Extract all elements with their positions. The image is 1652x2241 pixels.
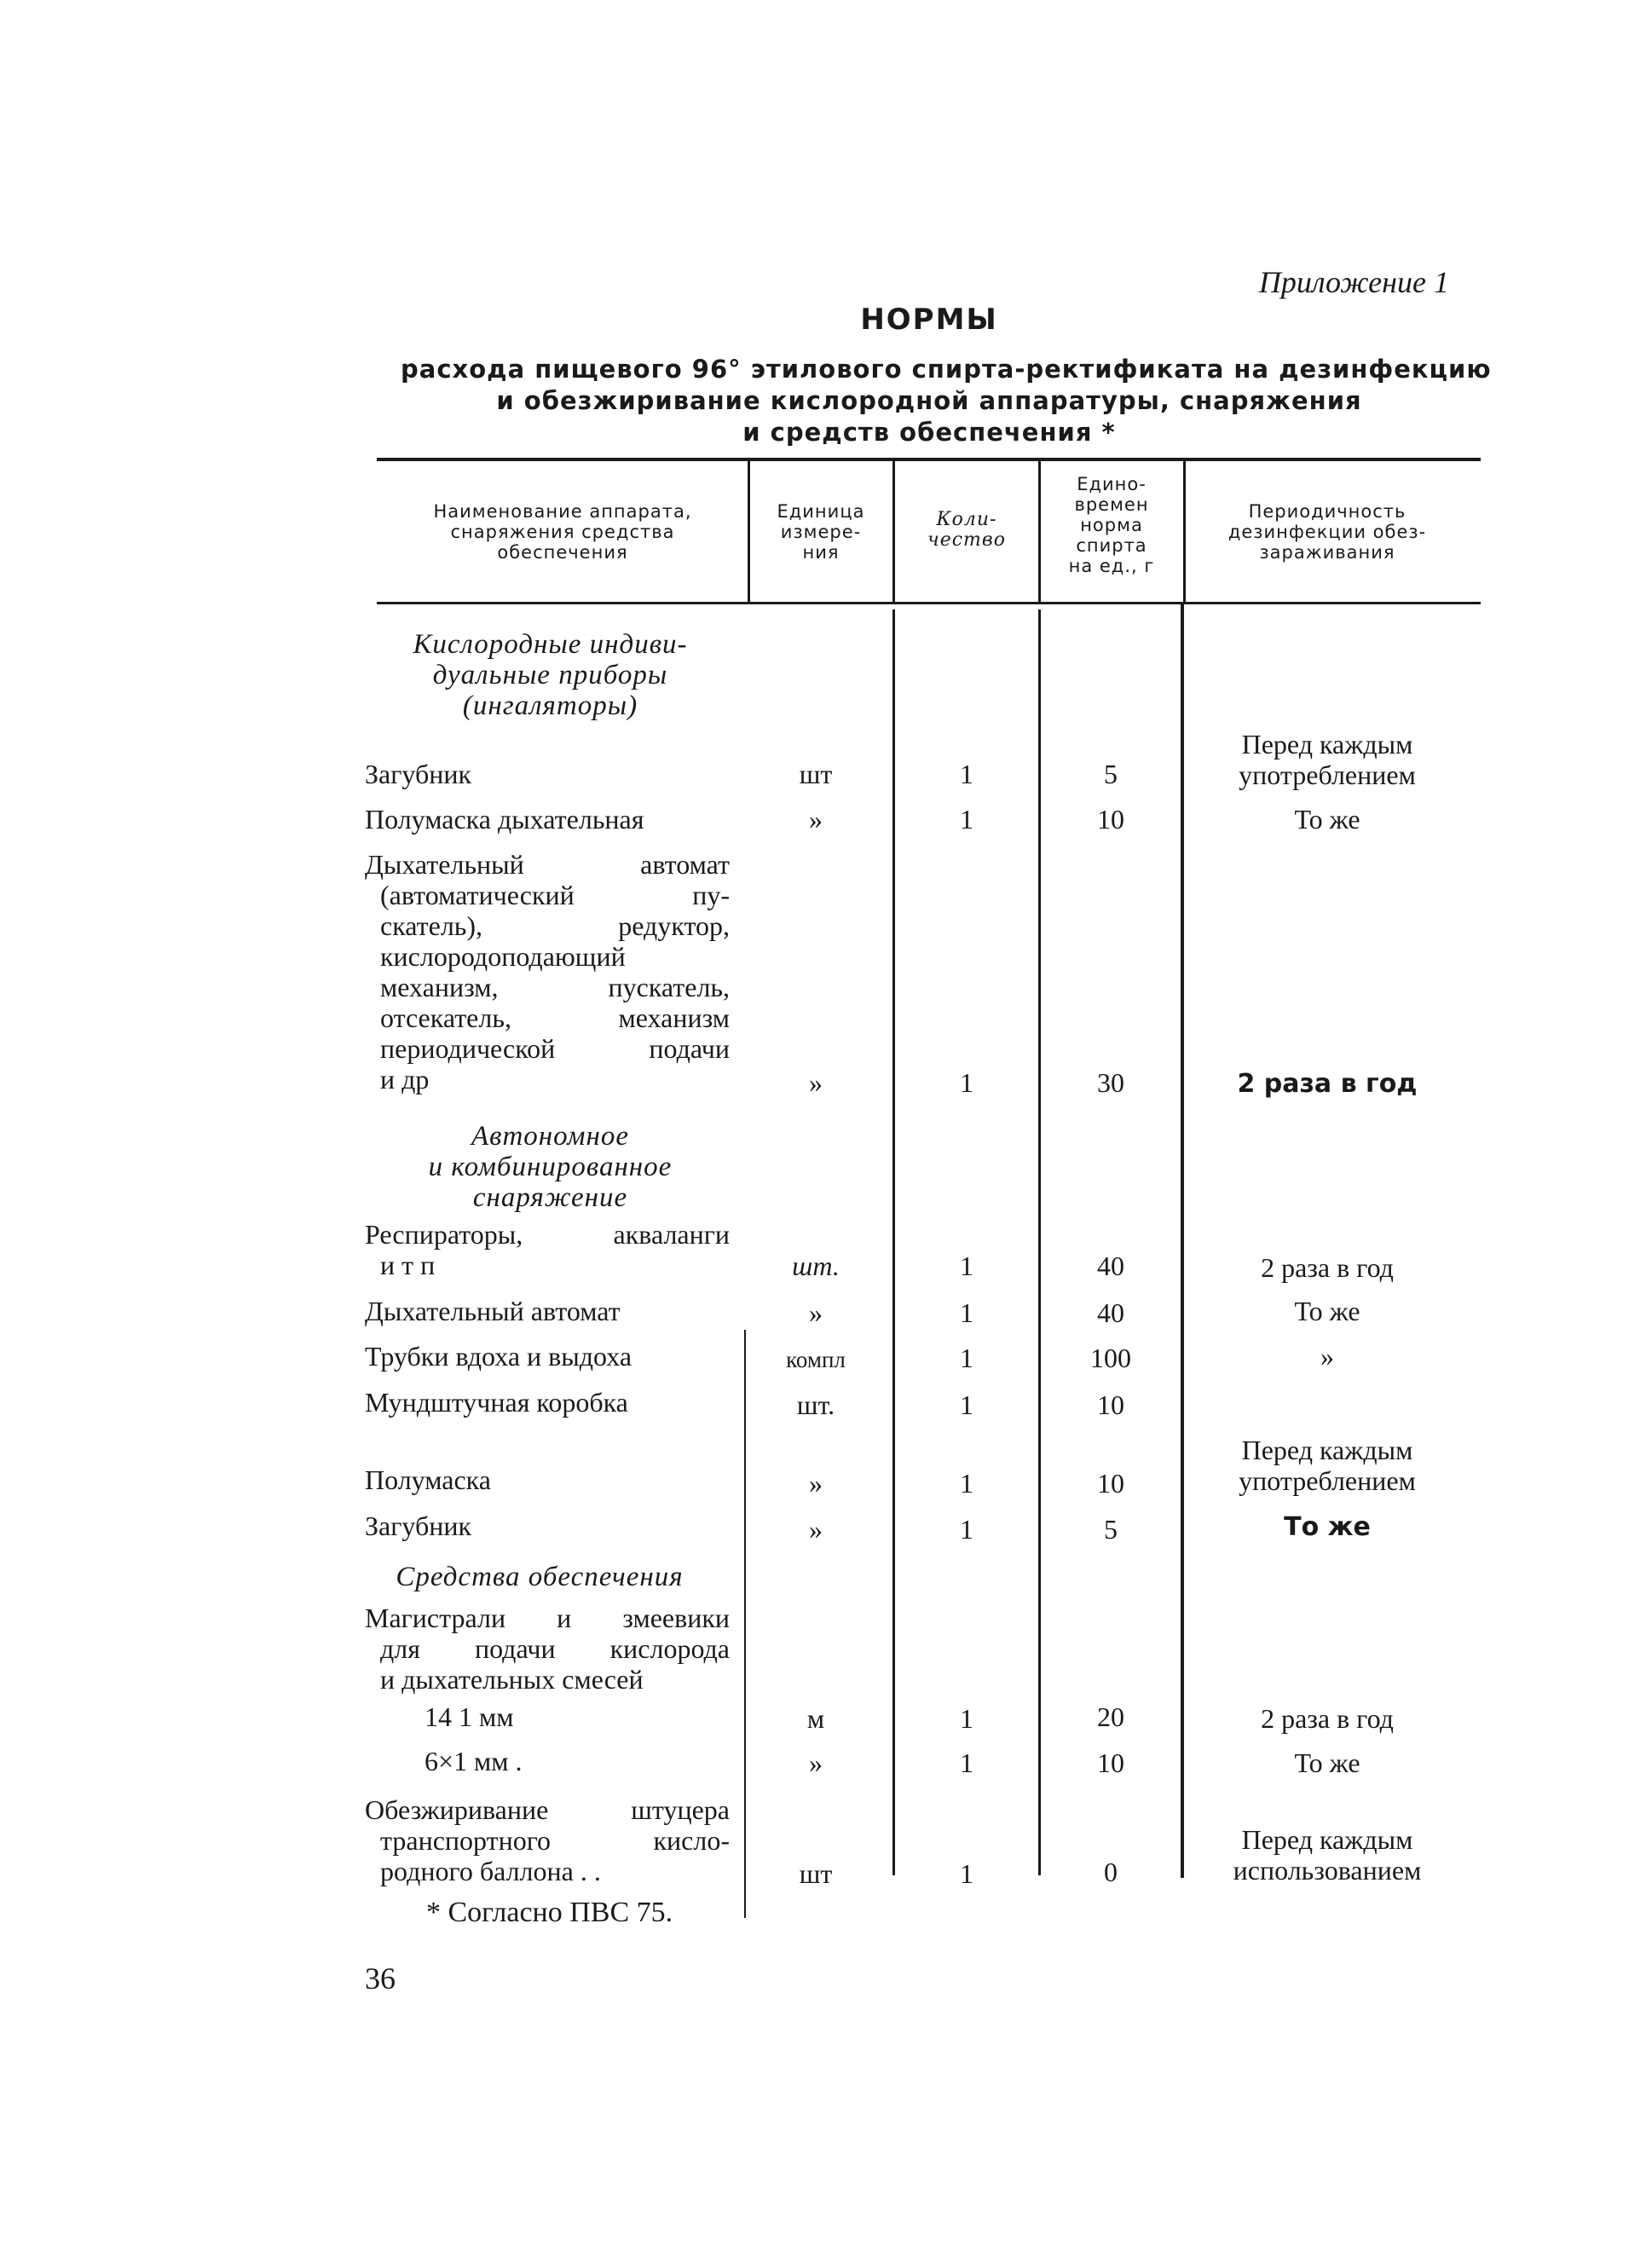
- row-norm: 10: [1097, 1747, 1124, 1778]
- row-period: [1187, 1512, 1468, 1543]
- period-line: То же: [1294, 1296, 1360, 1326]
- row-name: [365, 1603, 730, 1695]
- period-line: 2 раза в год: [1261, 1703, 1394, 1734]
- row-period: [1187, 1824, 1468, 1886]
- name-line: 6×1 мм .: [425, 1746, 523, 1776]
- subtitle-line: и средств обеспечения *: [742, 418, 1116, 447]
- header-line: Коли-: [936, 509, 997, 530]
- header-line: Едино-: [1077, 474, 1147, 494]
- header-line: ния: [802, 542, 840, 563]
- header-line: норма: [1080, 515, 1143, 535]
- document-title: НОРМЫ: [860, 303, 998, 337]
- appendix-label: Приложение 1: [1258, 265, 1449, 299]
- name-line: Магистрали и змеевики: [365, 1603, 730, 1633]
- period-line: Перед каждым: [1241, 1435, 1413, 1465]
- row-name: [365, 804, 730, 835]
- column-header-period: [1187, 501, 1468, 563]
- section-heading: [365, 1121, 736, 1213]
- header-line: Единица: [777, 501, 865, 522]
- header-line: зараживания: [1259, 542, 1395, 563]
- row-quantity: 1: [960, 1067, 973, 1098]
- row-norm: 0: [1104, 1857, 1118, 1887]
- name-line: родного баллона . .: [380, 1856, 601, 1886]
- period-line: использованием: [1233, 1855, 1422, 1886]
- document-subtitle: [401, 354, 1492, 448]
- row-period: [1187, 1435, 1468, 1496]
- row-norm: 30: [1097, 1067, 1124, 1098]
- row-norm: 100: [1090, 1343, 1131, 1373]
- row-unit: »: [809, 1067, 823, 1098]
- column-header-quantity: [895, 510, 1038, 551]
- name-line: Трубки вдоха и выдоха: [365, 1341, 632, 1372]
- section-line: дуальные приборы: [432, 660, 668, 690]
- column-divider: [1038, 609, 1041, 1875]
- header-line: измере-: [780, 522, 862, 542]
- name-line: Мундштучная коробка: [365, 1387, 628, 1418]
- name-line: Полумаска дыхательная: [365, 804, 644, 835]
- row-quantity: 1: [960, 1389, 973, 1420]
- section-line: Средства обеспечения: [396, 1562, 684, 1592]
- name-line: транспортного кисло-: [380, 1825, 730, 1856]
- row-period: [1187, 1703, 1468, 1734]
- row-period: [1187, 1341, 1468, 1372]
- section-line: снаряжение: [472, 1182, 628, 1213]
- header-line: обеспечения: [497, 542, 628, 563]
- row-norm: 5: [1104, 1514, 1118, 1545]
- column-header-name: [379, 501, 746, 563]
- subtitle-line: расхода пищевого 96° этилового спирта-ректификата на дезинфекцию: [401, 355, 1492, 384]
- name-line: Загубник: [365, 759, 472, 789]
- period-line: То же: [1284, 1512, 1371, 1542]
- period-line: Перед каждым: [1241, 1824, 1413, 1855]
- name-line: механизм, пускатель,: [380, 972, 730, 1002]
- row-name: [365, 1296, 730, 1326]
- row-unit: шт: [799, 1858, 833, 1889]
- row-period: [1187, 1069, 1468, 1100]
- period-line: употреблением: [1239, 760, 1416, 790]
- row-unit: »: [809, 1468, 823, 1499]
- row-name: [365, 1341, 730, 1372]
- period-line: То же: [1294, 804, 1360, 835]
- row-norm: 10: [1097, 1389, 1124, 1420]
- section-heading: [365, 629, 736, 721]
- name-line: Дыхательный автомат: [365, 849, 730, 880]
- row-name: [365, 1701, 730, 1732]
- row-quantity: 1: [960, 1297, 973, 1328]
- period-line: »: [1320, 1341, 1334, 1372]
- name-line: Загубник: [365, 1510, 472, 1541]
- row-quantity: 1: [960, 804, 973, 835]
- header-line: времен: [1074, 494, 1149, 515]
- period-line: Перед каждым: [1241, 729, 1413, 760]
- period-line: употреблением: [1239, 1465, 1416, 1496]
- header-line: спирта: [1076, 535, 1147, 556]
- row-period: [1187, 1296, 1468, 1326]
- row-quantity: 1: [960, 1747, 973, 1778]
- row-name: [365, 1510, 730, 1541]
- row-quantity: 1: [960, 1514, 973, 1545]
- name-line: Полумаска: [365, 1464, 491, 1495]
- row-unit: »: [809, 1297, 823, 1328]
- table-top-rule: [377, 458, 1481, 461]
- header-line: снаряжения средства: [450, 522, 675, 542]
- row-norm: 10: [1097, 1468, 1124, 1499]
- row-name: [365, 1794, 730, 1886]
- column-header-norm: [1041, 474, 1182, 576]
- period-line: То же: [1294, 1747, 1360, 1778]
- row-quantity: 1: [960, 1858, 973, 1889]
- name-line: и др: [380, 1064, 430, 1095]
- header-line: дезинфекции обез-: [1227, 522, 1427, 542]
- column-divider: [892, 609, 895, 1875]
- name-line: кислородоподающий: [380, 941, 626, 972]
- row-norm: 20: [1097, 1701, 1124, 1732]
- row-unit: шт.: [796, 1389, 835, 1420]
- header-line: Наименование аппарата,: [433, 501, 692, 522]
- header-line: Периодичность: [1248, 501, 1407, 522]
- period-line: 2 раза в год: [1237, 1069, 1418, 1099]
- footnote: * Согласно ПВС 75.: [426, 1897, 673, 1928]
- row-period: [1187, 1747, 1468, 1778]
- name-line: Респираторы, акваланги: [365, 1219, 730, 1250]
- row-norm: 40: [1097, 1250, 1124, 1281]
- name-line: Дыхательный автомат: [365, 1296, 621, 1326]
- row-period: [1187, 804, 1468, 835]
- name-line: и т п: [380, 1250, 436, 1280]
- row-norm: 5: [1104, 759, 1118, 789]
- row-quantity: 1: [960, 1250, 973, 1281]
- name-line: для подачи кислорода: [380, 1633, 730, 1664]
- row-unit: м: [806, 1703, 825, 1734]
- row-unit: компл: [786, 1347, 846, 1372]
- row-unit: шт: [799, 759, 833, 789]
- name-line: периодической подачи: [380, 1033, 730, 1064]
- row-quantity: 1: [960, 1468, 973, 1499]
- row-name: [365, 1219, 730, 1280]
- name-line: скатель), редуктор,: [380, 910, 730, 941]
- header-line: на ед., г: [1068, 556, 1155, 576]
- row-quantity: 1: [960, 759, 973, 789]
- row-quantity: 1: [960, 1703, 973, 1734]
- section-line: Кислородные индиви-: [413, 629, 688, 660]
- row-name: [365, 1746, 730, 1776]
- row-unit: »: [809, 1514, 823, 1545]
- row-name: [365, 759, 730, 789]
- period-line: 2 раза в год: [1261, 1252, 1394, 1283]
- row-quantity: 1: [960, 1343, 973, 1373]
- row-unit: »: [809, 1747, 823, 1778]
- row-name: [365, 1464, 730, 1495]
- subtitle-line: и обезжиривание кислородной аппаратуры, снаряжения: [496, 386, 1362, 415]
- name-line: и дыхательных смесей: [380, 1664, 644, 1695]
- row-unit: »: [809, 804, 823, 835]
- header-line: чество: [927, 529, 1006, 551]
- row-unit: шт.: [792, 1250, 840, 1281]
- section-line: и комбинированное: [428, 1152, 673, 1182]
- section-line: Автономное: [471, 1121, 629, 1152]
- row-period: [1187, 1252, 1468, 1283]
- name-line: (автоматический пу-: [380, 880, 730, 910]
- header-bottom-rule: [377, 602, 1481, 604]
- column-header-unit: [750, 501, 892, 563]
- section-heading: [365, 1562, 714, 1592]
- name-line: Обезжиривание штуцера: [365, 1794, 730, 1825]
- section-line: (ингаляторы): [462, 690, 638, 721]
- row-period: [1187, 729, 1468, 790]
- row-name: [365, 849, 730, 1095]
- name-line: отсекатель, механизм: [380, 1002, 730, 1033]
- row-norm: 40: [1097, 1297, 1124, 1328]
- row-name: [365, 1387, 730, 1418]
- row-norm: 10: [1097, 804, 1124, 835]
- name-line: 14 1 мм: [425, 1701, 514, 1732]
- column-divider: [1181, 604, 1184, 1878]
- header-divider: [1183, 461, 1186, 602]
- page-number: 36: [365, 1961, 396, 1996]
